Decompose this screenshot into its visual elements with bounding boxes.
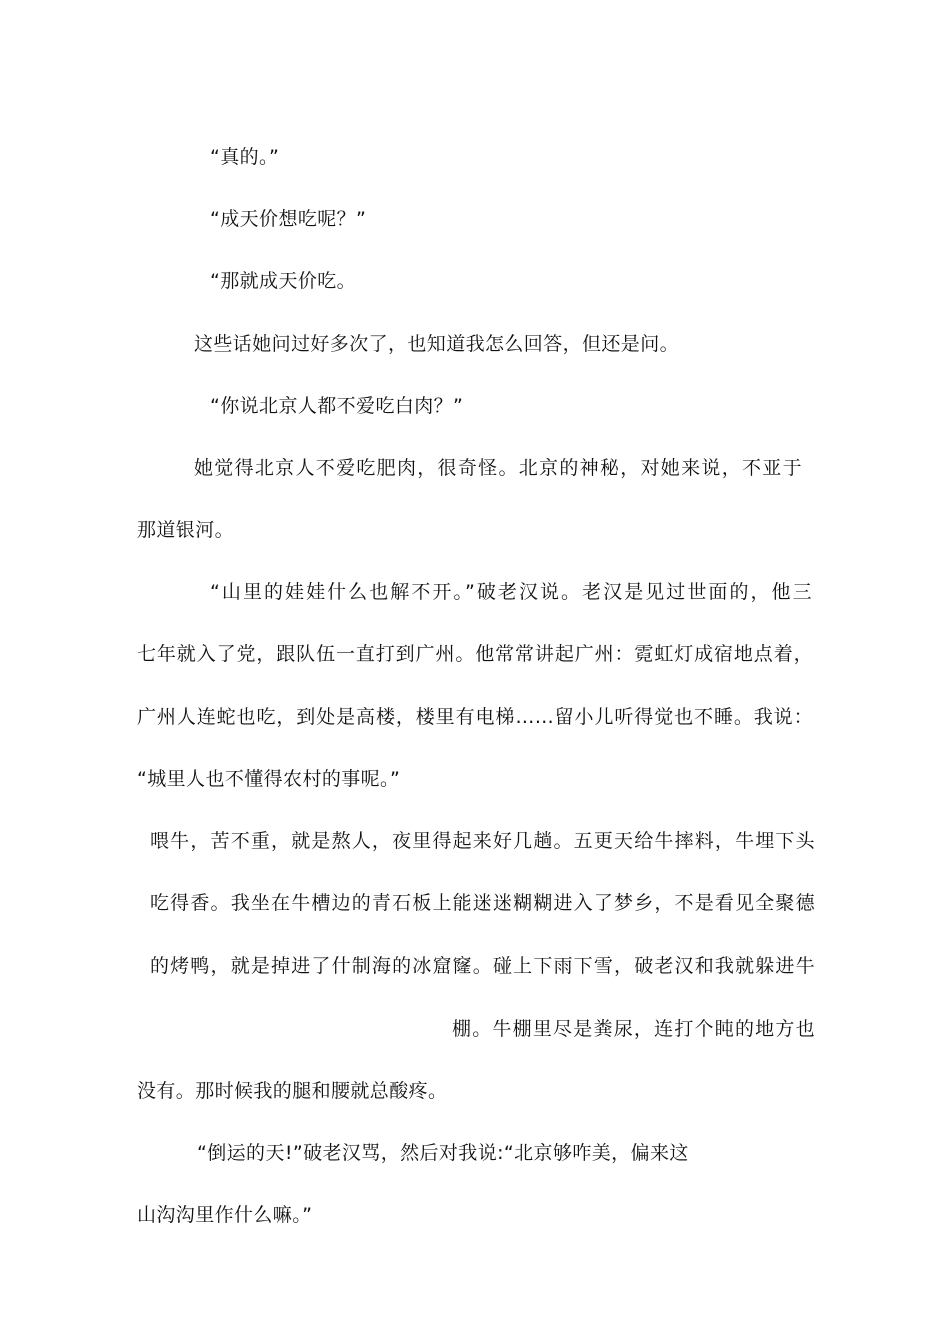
text-line-12: 喂牛，苦不重，就是熬人，夜里得起来好几趟。五更天给牛摔料，牛埋下头 (150, 830, 815, 852)
text-line-6: 她觉得北京人不爱吃肥肉，很奇怪。北京的神秘，对她来说，不亚于 (194, 457, 802, 479)
text-line-11: “城里人也不懂得农村的事呢。” (137, 768, 401, 790)
text-line-18: 山沟沟里作什么嘛。” (137, 1204, 313, 1226)
text-line-4: 这些话她问过好多次了，也知道我怎么回答，但还是问。 (194, 333, 680, 355)
text-line-17: “倒运的天!”破老汉骂，然后对我说:“北京够咋美，偏来这 (197, 1142, 689, 1164)
text-line-8: “山里的娃娃什么也解不开。”破老汉说。老汉是见过世面的，他三 (210, 581, 812, 603)
text-line-13: 吃得香。我坐在牛槽边的青石板上能迷迷糊糊进入了梦乡，不是看见全聚德 (150, 892, 815, 914)
text-line-14: 的烤鸭，就是掉进了什制海的冰窟窿。碰上下雨下雪，破老汉和我就躲进牛 (150, 955, 815, 977)
text-line-5: “你说北京人都不爱吃白肉？” (210, 395, 464, 417)
text-line-2: “成天价想吃呢？” (210, 208, 367, 230)
text-line-15: 棚。牛棚里尽是粪尿，连打个盹的地方也 (452, 1018, 815, 1040)
text-line-16: 没有。那时候我的腿和腰就总酸疼。 (137, 1080, 448, 1102)
text-line-1: “真的。” (210, 146, 280, 168)
text-line-7: 那道银河。 (137, 519, 235, 541)
text-line-9: 七年就入了党，跟队伍一直打到广州。他常常讲起广州：霓虹灯成宿地点着， (137, 643, 813, 665)
text-line-3: “那就成天价吃。 (210, 270, 357, 292)
text-line-10: 广州人连蛇也吃，到处是高楼，楼里有电梯……留小儿听得觉也不睡。我说： (137, 706, 813, 728)
